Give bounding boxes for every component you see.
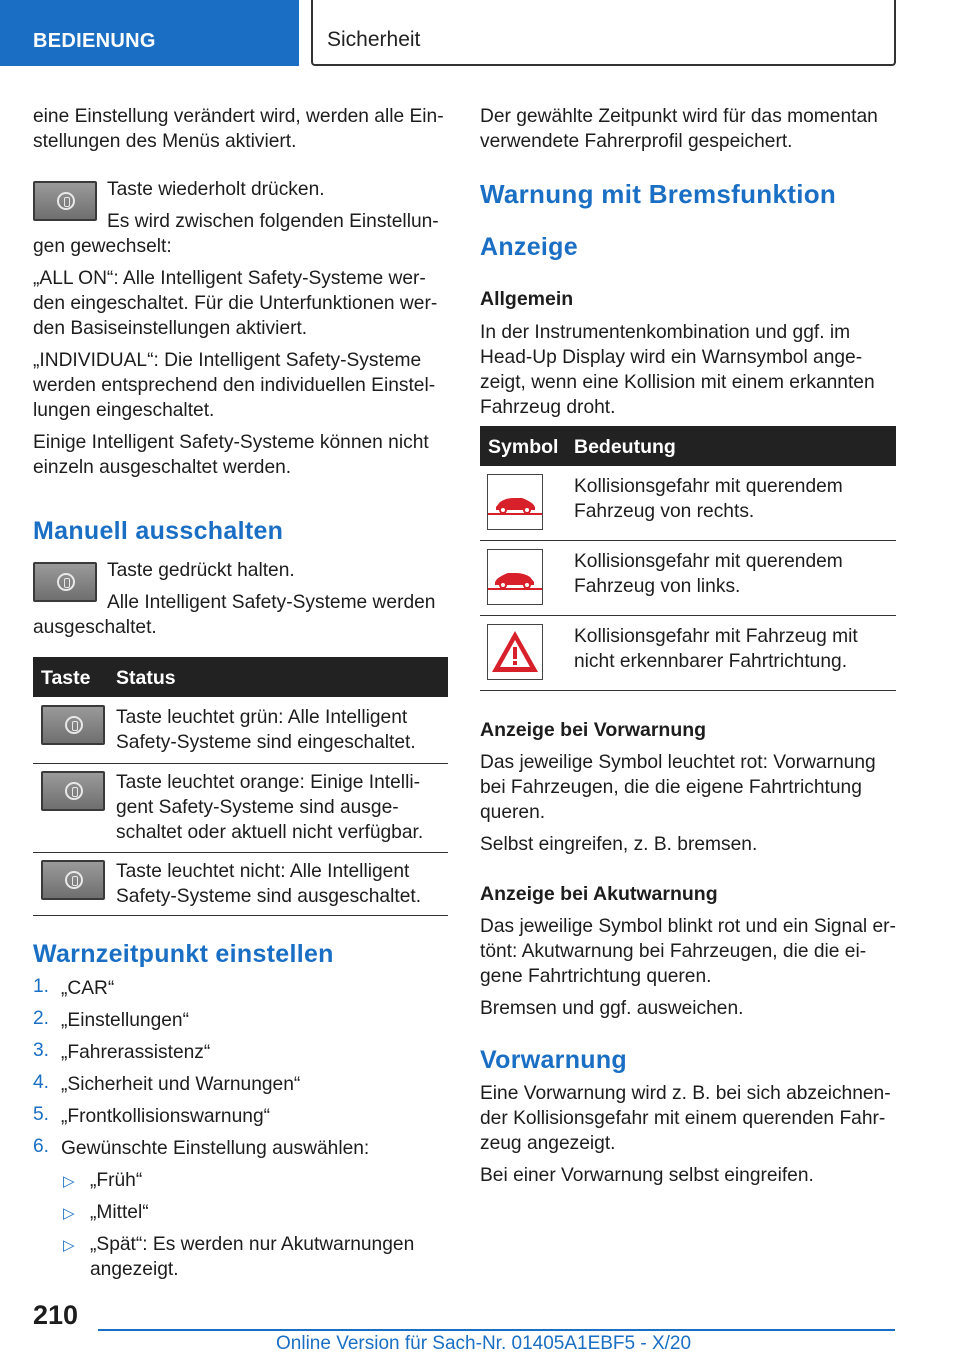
footer-text: Online Version für Sach-Nr. 01405A1EBF5 - X/20: [276, 1333, 692, 1354]
general-text-3: zeigt, wenn eine Kollision mit einem erkannten: [480, 372, 875, 393]
step-text: Gewünschte Einstellung auswählen:: [61, 1138, 370, 1159]
bullet-icon: ▷: [63, 1237, 75, 1254]
table-divider: [33, 852, 448, 853]
hold-button-text: Taste gedrückt halten.: [107, 560, 295, 581]
page-number: 210: [33, 1300, 79, 1330]
status-row-2-line-1: Taste leuchtet orange: Einige Intelli-: [116, 772, 420, 793]
acute-text-2: tönt: Akutwarnung bei Fahrzeugen, die die ei-: [480, 941, 867, 962]
manual-heading: Manuell ausschalten: [33, 517, 284, 545]
col-header-symbol: Symbol: [488, 436, 559, 458]
intro-line-2: stellungen des Menüs aktiviert.: [33, 131, 297, 152]
status-row-1-line-2: Safety-Systeme sind eingeschaltet.: [116, 732, 416, 753]
footer-divider: [98, 1329, 895, 1331]
car-right-icon: [487, 474, 543, 530]
general-text-1: In der Instrumentenkombination und ggf. im: [480, 322, 851, 343]
acute-text-3: gene Fahrtrichtung queren.: [480, 966, 712, 987]
table-divider: [480, 540, 896, 541]
button-orange-icon: [41, 771, 105, 811]
warning-triangle-icon: [487, 624, 543, 680]
prewarn-text-3: zeug angezeigt.: [480, 1133, 616, 1154]
warn-time-heading: Warnzeitpunkt einstellen: [33, 940, 334, 968]
general-text-2: Head-Up Display wird ein Warnsymbol ange-: [480, 347, 863, 368]
step-text: „Fahrerassistenz“: [61, 1042, 211, 1063]
col-header-status: Status: [116, 667, 176, 689]
bullet-icon: ▷: [63, 1205, 75, 1222]
step-number: 2.: [33, 1008, 50, 1029]
brake-evade-text: Bremsen und ggf. ausweichen.: [480, 998, 744, 1019]
topic-label: Sicherheit: [327, 28, 421, 51]
prewarn-display-3: queren.: [480, 802, 546, 823]
switch-text-2: gen gewechselt:: [33, 236, 172, 257]
status-table-header: [33, 657, 448, 697]
status-row-2-line-2: gent Safety-Systeme sind ausge-: [116, 797, 399, 818]
status-row-2-line-3: schaltet oder aktuell nicht verfügbar.: [116, 822, 424, 843]
step-text: „CAR“: [61, 978, 115, 999]
press-again-text: Taste wiederholt drücken.: [107, 179, 325, 200]
intervene-text: Selbst eingreifen, z. B. bremsen.: [480, 834, 758, 855]
section-tab: [0, 0, 299, 66]
status-row-1-line-1: Taste leuchtet grün: Alle Intelligent: [116, 707, 408, 728]
prewarn-action: Bei einer Vorwarnung selbst eingreifen.: [480, 1165, 814, 1186]
symbol-row-2-line-1: Kollisionsgefahr mit querendem: [574, 551, 843, 572]
step-number: 1.: [33, 976, 50, 997]
some-systems-2: einzeln ausgeschaltet werden.: [33, 457, 292, 478]
page-header: [0, 0, 960, 66]
section-label: BEDIENUNG: [33, 30, 156, 52]
button-off-icon: [41, 860, 105, 900]
general-text-4: Fahrzeug droht.: [480, 397, 616, 418]
prewarn-display-2: bei Fahrzeugen, die die eigene Fahrtrichtung: [480, 777, 862, 798]
main-heading: Warnung mit Bremsfunktion: [480, 179, 837, 209]
right-intro-1: Der gewählte Zeitpunkt wird für das momentan: [480, 106, 878, 127]
step-number: 3.: [33, 1040, 50, 1061]
substep-text: „Spät“: Es werden nur Akutwarnungen: [90, 1234, 415, 1255]
symbol-row-2-line-2: Fahrzeug von links.: [574, 576, 741, 597]
table-bottom-rule: [480, 690, 896, 691]
step-number: 5.: [33, 1104, 50, 1125]
symbol-table-header: [480, 426, 896, 466]
status-row-3-line-1: Taste leuchtet nicht: Alle Intelligent: [116, 861, 410, 882]
safety-button-icon: [33, 562, 97, 602]
right-intro-2: verwendete Fahrerprofil gespeichert.: [480, 131, 793, 152]
button-green-icon: [41, 705, 105, 745]
display-heading: Anzeige: [480, 233, 578, 261]
car-left-icon: [487, 549, 543, 605]
some-systems-1: Einige Intelligent Safety-Systeme können nicht: [33, 432, 429, 453]
prewarn-text-2: der Kollisionsgefahr mit einem querenden Fahr-: [480, 1108, 886, 1129]
symbol-row-1-line-1: Kollisionsgefahr mit querendem: [574, 476, 843, 497]
prewarn-display-1: Das jeweilige Symbol leuchtet rot: Vorwarnung: [480, 752, 876, 773]
step-number: 4.: [33, 1072, 50, 1093]
individual-2: werden entsprechend den individuellen Einstel-: [33, 375, 436, 396]
individual-1: „INDIVIDUAL“: Die Intelligent Safety-Systeme: [33, 350, 422, 371]
safety-button-icon: [33, 181, 97, 221]
symbol-row-1-line-2: Fahrzeug von rechts.: [574, 501, 755, 522]
all-off-2: ausgeschaltet.: [33, 617, 157, 638]
step-text: „Sicherheit und Warnungen“: [61, 1074, 301, 1095]
symbol-row-3-line-2: nicht erkennbarer Fahrtrichtung.: [574, 651, 848, 672]
switch-text-1: Es wird zwischen folgenden Einstellun-: [107, 211, 439, 232]
substep-text: „Mittel“: [90, 1202, 149, 1223]
acute-text-1: Das jeweilige Symbol blinkt rot und ein Signal er-: [480, 916, 896, 937]
prewarn-text-1: Eine Vorwarnung wird z. B. bei sich abzeichnen-: [480, 1083, 891, 1104]
step-text: „Einstellungen“: [61, 1010, 189, 1031]
bullet-icon: ▷: [63, 1173, 75, 1190]
step-number: 6.: [33, 1136, 50, 1157]
prewarn-heading: Vorwarnung: [480, 1046, 627, 1074]
prewarn-display-heading: Anzeige bei Vorwarnung: [480, 719, 707, 741]
table-bottom-rule: [33, 915, 448, 916]
table-divider: [33, 763, 448, 764]
symbol-row-3-line-1: Kollisionsgefahr mit Fahrzeug mit: [574, 626, 858, 647]
topic-tab: [311, 0, 896, 66]
step-text: „Frontkollisionswarnung“: [61, 1106, 271, 1127]
all-on-1: „ALL ON“: Alle Intelligent Safety-Systeme wer-: [33, 268, 426, 289]
all-on-2: den eingeschaltet. Für die Unterfunktionen wer-: [33, 293, 438, 314]
general-heading: Allgemein: [480, 288, 574, 310]
intro-line-1: eine Einstellung verändert wird, werden alle Ein-: [33, 106, 444, 127]
all-off-1: Alle Intelligent Safety-Systeme werden: [107, 592, 436, 613]
table-divider: [480, 615, 896, 616]
substep-text: „Früh“: [90, 1170, 143, 1191]
individual-3: lungen eingeschaltet.: [33, 400, 215, 421]
substep-text-cont: angezeigt.: [90, 1259, 179, 1280]
acute-heading: Anzeige bei Akutwarnung: [480, 883, 718, 905]
col-header-taste: Taste: [41, 667, 91, 689]
all-on-3: den Basiseinstellungen aktiviert.: [33, 318, 308, 339]
col-header-bedeutung: Bedeutung: [574, 436, 676, 458]
status-row-3-line-2: Safety-Systeme sind ausgeschaltet.: [116, 886, 422, 907]
